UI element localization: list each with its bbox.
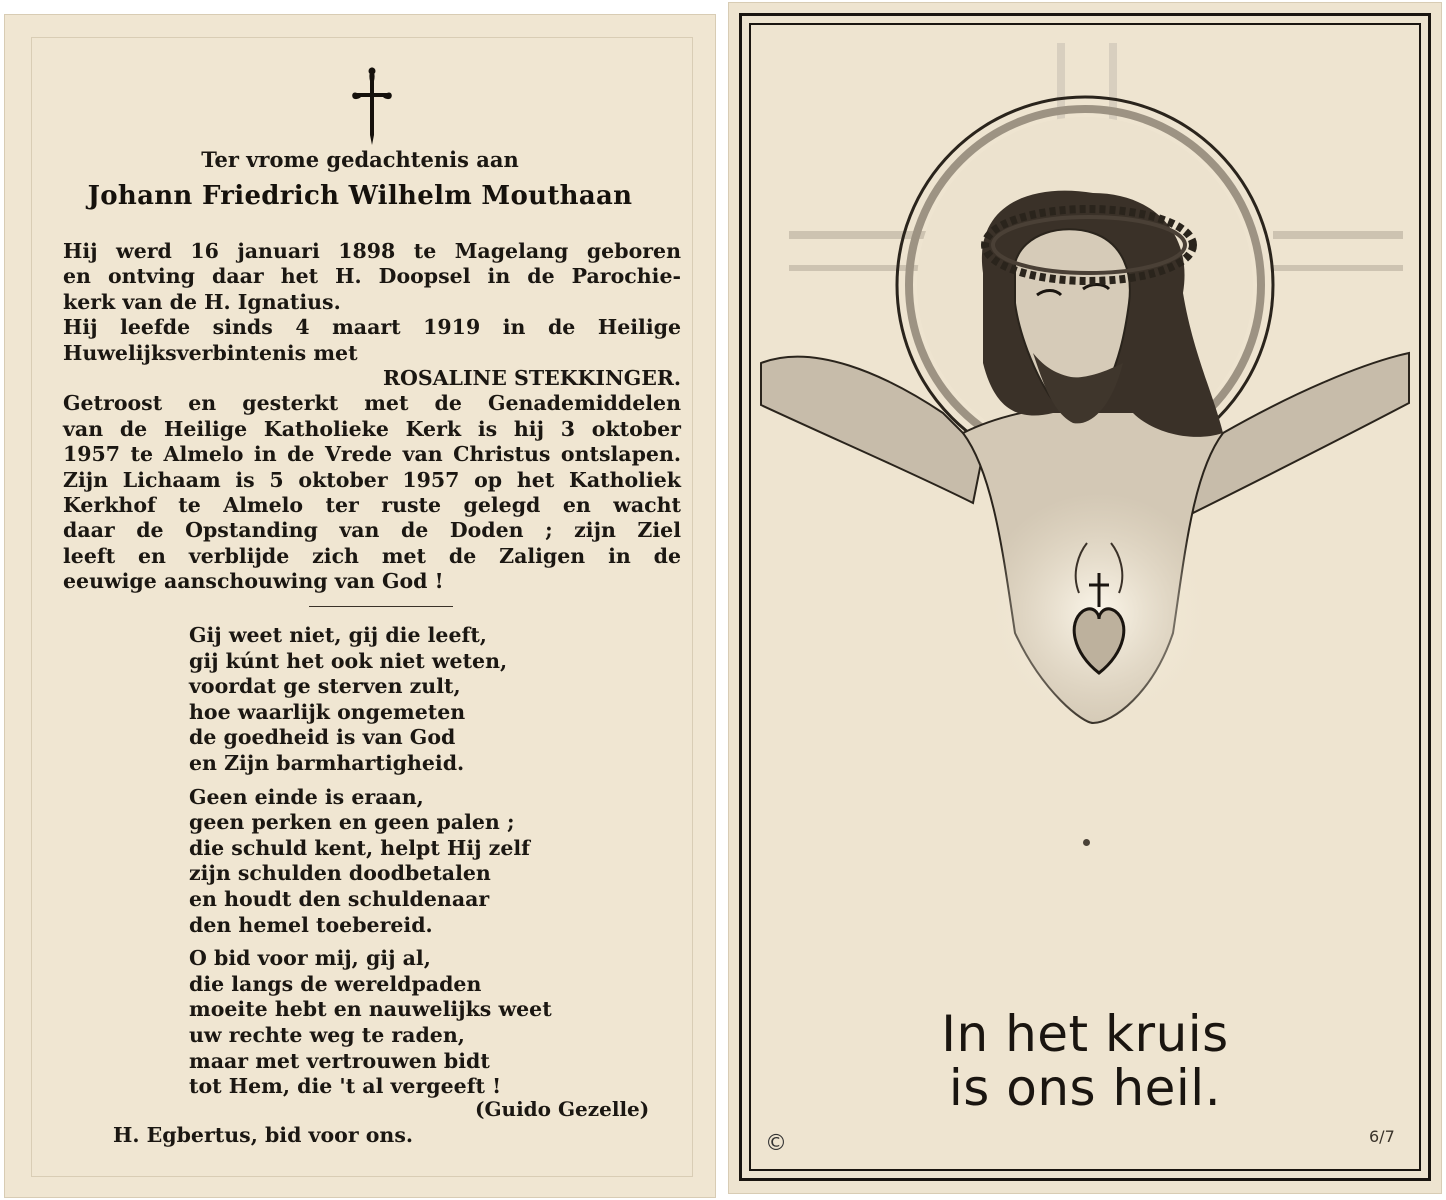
bio-line: Getroost en gesterkt met de Genademiddelen [63,391,681,416]
poem-stanza [189,785,552,939]
bio-line: eeuwige aanschouwing van God ! [63,569,444,594]
poem-line: hoe waarlijk ongemeten [189,699,466,724]
bio-line: Huwelijksverbintenis met [63,340,358,365]
cross-icon [349,65,395,147]
poem-line: die schuld kent, helpt Hij zelf [189,835,530,860]
biography [63,239,681,594]
poem-line: en Zijn barmhartigheid. [189,750,465,775]
bio-line: 1957 te Almelo in de Vrede van Christus ontslapen. [63,442,681,467]
poem-line: moeite hebt en nauwelijks weet [189,997,552,1022]
bio-line: Zijn Lichaam is 5 oktober 1957 op het Katholiek [63,467,681,492]
intro-line: Ter vrome gedachtenis aan [201,147,519,172]
deceased-name: Johann Friedrich Wilhelm Mouthaan [87,181,633,211]
poem-line: O bid voor mij, gij al, [189,946,431,971]
bio-line: leeft en verblijde zich met de Zaligen in de [63,543,681,568]
poem-line: en houdt den schuldenaar [189,886,490,911]
bio-line: kerk van de H. Ignatius. [63,289,341,314]
bio-line: Hij leefde sinds 4 maart 1919 in de Heilige [63,315,681,340]
memorial-card-text-side [4,14,716,1198]
divider [309,606,453,607]
motto-line: is ons heil. [948,1059,1222,1117]
poem-stanza [189,623,552,777]
crucifix-illustration [753,33,1417,733]
poem-line: gij kúnt het ook niet weten, [189,648,508,673]
poem-line: Gij weet niet, gij die leeft, [189,623,487,647]
bio-line: en ontving daar het H. Doopsel in de Parochie- [63,264,681,289]
ink-dot [1083,839,1090,846]
publisher-mark: © [765,1131,787,1156]
motto-line: In het kruis [941,1005,1229,1063]
poem-line: maar met vertrouwen bidt [189,1048,490,1073]
closing-prayer: H. Egbertus, bid voor ons. [113,1123,414,1147]
poem-attribution: (Guido Gezelle) [475,1097,650,1121]
bio-line: Kerkhof te Almelo ter ruste gelegd en wacht [63,492,681,517]
bio-line: daar de Opstanding van de Doden ; zijn Ziel [63,518,681,543]
memorial-card-image-side [728,2,1442,1194]
poem-line: de goedheid is van God [189,725,456,750]
poem-line: die langs de wereldpaden [189,971,482,996]
poem-line: uw rechte weg te raden, [189,1022,465,1047]
poem-line: zijn schulden doodbetalen [189,861,491,886]
motto [729,1007,1441,1115]
poem-line: voordat ge sterven zult, [189,674,461,699]
poem-line: tot Hem, die 't al vergeeft ! [189,1074,502,1099]
poem-line: Geen einde is eraan, [189,784,424,809]
poem-line: den hemel toebereid. [189,912,433,937]
print-code: 6/7 [1369,1127,1395,1146]
bio-line: Hij werd 16 januari 1898 te Magelang geboren [63,239,681,263]
spouse-name: ROSALINE STEKKINGER. [382,365,681,390]
poem [189,623,552,1108]
bio-line: van de Heilige Katholieke Kerk is hij 3 oktober [63,416,681,441]
poem-line: geen perken en geen palen ; [189,810,515,835]
poem-stanza [189,946,552,1100]
